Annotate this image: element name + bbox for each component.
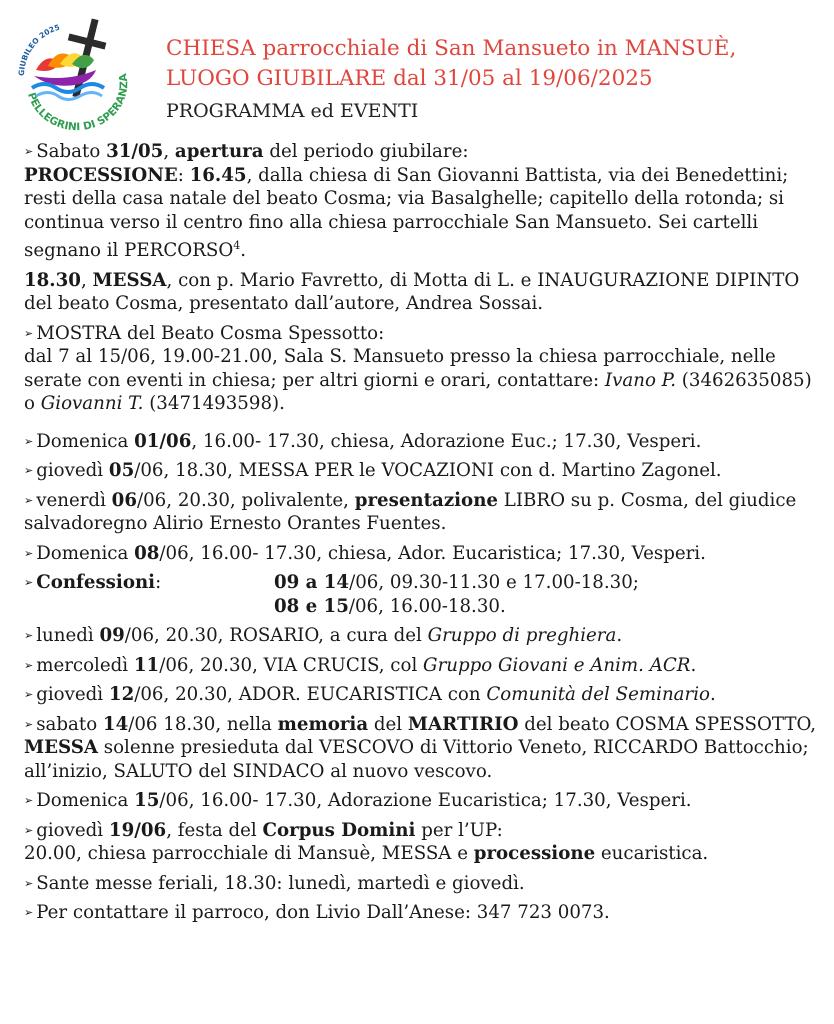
list-item-gio19 <box>24 819 824 866</box>
text: Domenica <box>36 790 135 812</box>
emphasis: Confessioni <box>36 572 156 594</box>
text: . <box>690 654 697 676</box>
text: , 16.00- 17.30, chiesa, Adorazione Euc.; 17.30, Vesperi. <box>191 430 702 452</box>
list-item-dom15 <box>24 789 824 813</box>
logo-text-top: GIUBILEO 2025 <box>16 22 61 77</box>
page-subtitle: PROGRAMMA ed EVENTI <box>166 100 419 122</box>
text: (3462635085) o <box>24 369 812 415</box>
text: /06, 20.30, ADOR. EUCARISTICA con <box>134 684 487 706</box>
list-item-feriali <box>24 872 824 896</box>
date: 09 a 14 <box>274 572 350 594</box>
text: /06, 20.30, ROSARIO, a cura del <box>124 625 428 647</box>
text: (3471493598). <box>143 393 285 415</box>
bullet-arrow-icon: ➢ <box>24 546 34 560</box>
list-item-sabato-apertura <box>24 140 824 263</box>
date: 01/06 <box>134 430 192 452</box>
text: : <box>177 164 190 186</box>
list-item-mer11 <box>24 654 824 678</box>
list-item-gio12 <box>24 683 824 707</box>
text: giovedì <box>36 684 109 706</box>
text: /06, 09.30-11.30 e 17.00-18.30; <box>349 572 639 594</box>
date: 19/06 <box>108 819 167 841</box>
jubilee-logo-graphic <box>14 14 138 132</box>
text: del beato COSMA SPESSOTTO, <box>518 713 817 735</box>
text: del periodo giubilare: <box>263 141 469 162</box>
text: /06 18.30, nella <box>128 713 278 735</box>
list-item-dom01 <box>24 430 824 454</box>
bullet-arrow-icon: ➢ <box>24 326 34 340</box>
emphasis: Corpus Domini <box>262 819 416 841</box>
contact-name: Ivano P. <box>604 369 676 391</box>
title-line-1: CHIESA parrocchiale di San Mansueto in MANSUÈ, <box>166 36 737 61</box>
date: 08 <box>134 542 160 564</box>
list-item-gio05 <box>24 459 824 483</box>
text: giovedì <box>36 819 109 841</box>
text: /06, 16.00- 17.30, chiesa, Ador. Eucaristica; 17.30, Vesperi. <box>159 542 706 564</box>
contact-name: Giovanni T. <box>40 393 144 415</box>
text: del <box>368 713 408 735</box>
group-name: Gruppo di preghiera <box>427 625 617 647</box>
bullet-arrow-icon: ➢ <box>24 145 34 158</box>
emphasis: PROCESSIONE <box>24 164 178 186</box>
date: 31/05 <box>106 141 164 162</box>
time: 16.45 <box>189 164 247 186</box>
text: . <box>709 684 716 706</box>
text: , dalla chiesa di San Giovanni Battista, via dei Benedettini; resti della casa natale del beato Cosma; via Basalghelle; capitello della rotonda; si continua verso il centro fino alla chiesa parrocchiale San Mansueto. Sei cartelli segnano il PERCORSO <box>24 164 789 262</box>
text: venerdì <box>36 489 112 511</box>
list-item-sab14 <box>24 713 824 784</box>
text: dal 7 al 15/06, 19.00-21.00, Sala S. Mansueto presso la chiesa parrocchiale, nelle serate con eventi in chiesa; per altri giorni e orari, contattare: <box>24 346 776 391</box>
text: solenne presieduta dal VESCOVO di Vittorio Veneto, RICCARDO Battocchio; all’inizio, SALUTO del SINDACO al nuovo vescovo. <box>24 737 809 782</box>
emphasis: apertura <box>174 141 264 162</box>
text: Domenica <box>36 542 135 564</box>
list-item-messa <box>24 269 824 316</box>
emphasis: presentazione <box>354 489 498 511</box>
list-item-dom08 <box>24 542 824 566</box>
text: MOSTRA del Beato Cosma Spessotto: <box>36 322 385 344</box>
date: 05 <box>108 460 135 482</box>
text: . <box>616 625 623 647</box>
bullet-arrow-icon: ➢ <box>24 434 34 448</box>
text: sabato <box>36 713 103 735</box>
date: 12 <box>108 684 135 706</box>
confessioni-label <box>24 571 274 618</box>
event-list <box>24 140 824 931</box>
text: LIBRO su p. Cosma, del giudice salvadoregno Alirio Ernesto Orantes Fuentes. <box>24 489 797 535</box>
bullet-arrow-icon: ➢ <box>24 906 34 920</box>
bullet-arrow-icon: ➢ <box>24 876 34 890</box>
date: 11 <box>133 654 160 676</box>
schedule-line <box>274 571 639 595</box>
emphasis: MARTIRIO <box>407 713 519 735</box>
bullet-arrow-icon: ➢ <box>24 629 34 643</box>
text: mercoledì <box>36 654 134 676</box>
emphasis: memoria <box>277 713 369 735</box>
text: Per contattare il parroco, don Livio Dall’Anese: 347 723 0073. <box>36 902 610 924</box>
bullet-arrow-icon: ➢ <box>24 688 34 702</box>
list-item-parroco <box>24 901 824 925</box>
date: 14 <box>102 713 129 735</box>
text: /06, 18.30, MESSA PER le VOCAZIONI con d. Martino Zagonel. <box>134 460 722 482</box>
emphasis: MESSA <box>92 269 167 291</box>
text: , festa del <box>166 819 263 841</box>
bullet-arrow-icon: ➢ <box>24 576 34 590</box>
list-item-confessioni <box>24 571 824 618</box>
list-item-lun09 <box>24 624 824 648</box>
list-item-mostra <box>24 322 824 416</box>
group-name: Comunità del Seminario <box>486 684 710 706</box>
text: /06, 16.00- 17.30, Adorazione Eucaristica; 17.30, Vesperi. <box>159 790 692 812</box>
logo-text-bottom: PELLEGRINI DI SPERANZA <box>24 72 131 132</box>
bullet-arrow-icon: ➢ <box>24 823 34 837</box>
text: /06, 16.00-18.30. <box>348 595 506 617</box>
page-title <box>166 34 736 94</box>
text: Sante messe feriali, 18.30: lunedì, martedì e giovedì. <box>36 872 525 894</box>
confessioni-schedule <box>274 571 639 618</box>
text: , <box>163 141 175 162</box>
text: /06, 20.30, polivalente, <box>136 489 355 511</box>
text: , <box>80 269 93 291</box>
text: . <box>240 240 247 262</box>
bullet-arrow-icon: ➢ <box>24 493 34 507</box>
jubilee-logo <box>14 14 138 132</box>
text: /06, 20.30, VIA CRUCIS, col <box>159 654 424 676</box>
text: Domenica <box>36 430 135 452</box>
bullet-arrow-icon: ➢ <box>24 658 34 672</box>
time: 18.30 <box>24 269 81 291</box>
text: per l’UP: <box>415 819 503 841</box>
list-item-ven06 <box>24 489 824 536</box>
emphasis: processione <box>473 843 596 865</box>
schedule-line <box>274 595 639 619</box>
date: 08 e 15 <box>274 595 349 617</box>
text: eucaristica. <box>595 843 709 865</box>
group-name: Gruppo Giovani e Anim. ACR <box>423 654 691 676</box>
text: , con p. Mario Favretto, di Motta di L. e INAUGURAZIONE DIPINTO del beato Cosma, presentato dall’autore, Andrea Sossai. <box>24 269 800 315</box>
title-line-2: LUOGO GIUBILARE dal 31/05 al 19/06/2025 <box>166 66 653 91</box>
footnote-marker: 4 <box>233 239 241 252</box>
emphasis: MESSA <box>24 737 98 759</box>
text: : <box>155 572 162 594</box>
bullet-arrow-icon: ➢ <box>24 464 34 478</box>
text: giovedì <box>36 460 109 482</box>
date: 06 <box>111 489 137 511</box>
bullet-arrow-icon: ➢ <box>24 717 34 731</box>
text: lunedì <box>36 625 100 647</box>
date: 09 <box>99 625 125 647</box>
text: 20.00, chiesa parrocchiale di Mansuè, MESSA e <box>24 843 474 865</box>
bullet-arrow-icon: ➢ <box>24 794 34 808</box>
date: 15 <box>134 790 160 812</box>
text: Sabato <box>36 141 107 162</box>
